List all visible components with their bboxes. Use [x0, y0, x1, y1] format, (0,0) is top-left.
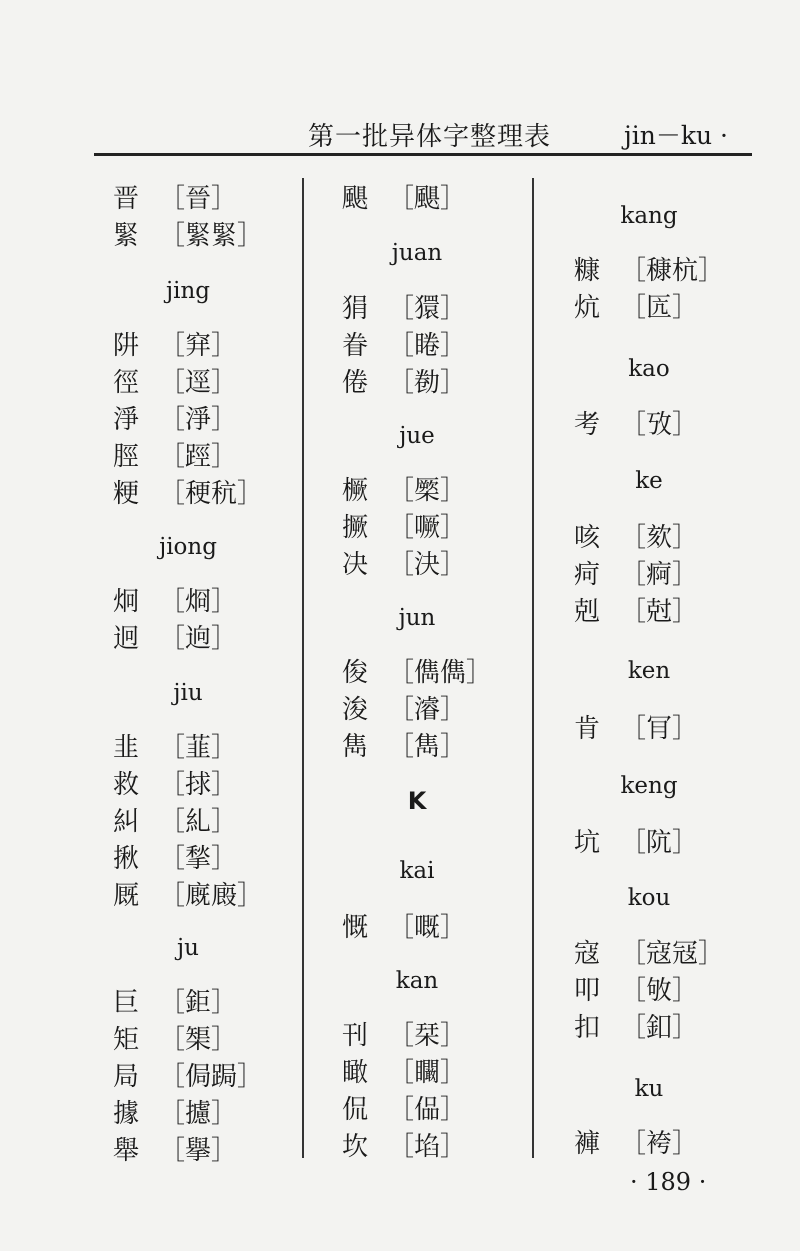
variant-forms: ［雋］: [388, 731, 467, 762]
pinyin-heading: ku: [634, 1076, 664, 1102]
variant-forms: ［逕］: [159, 367, 238, 398]
variant-forms: ［攷］: [620, 409, 699, 440]
entry-row: [113, 215, 263, 251]
entry-row: [574, 404, 698, 440]
headword: 颶: [342, 183, 369, 214]
entry-row: [574, 287, 698, 323]
headword: 浚: [342, 694, 369, 725]
entry-row: [342, 1015, 466, 1051]
variant-forms: ［榘］: [159, 1024, 238, 1055]
headword: 坑: [574, 827, 601, 858]
entry-row: [113, 764, 237, 800]
entry-row: [342, 325, 466, 361]
entry-row: [113, 1130, 237, 1166]
variant-forms: ［儁儁］: [388, 657, 493, 688]
headword: 矩: [113, 1024, 140, 1055]
headword: 瞰: [342, 1057, 369, 1088]
section-letter: K: [407, 787, 427, 815]
headword: 局: [113, 1061, 140, 1092]
headword: 淨: [113, 404, 140, 435]
variant-forms: ［鉅］: [159, 987, 238, 1018]
variant-forms: ［敂］: [620, 975, 699, 1006]
entry-row: [113, 581, 237, 617]
pinyin-heading: juan: [391, 240, 443, 266]
headword: 巨: [113, 987, 140, 1018]
headword: 晋: [113, 183, 140, 214]
headword: 剋: [574, 596, 601, 627]
variant-forms: ［匟］: [620, 292, 699, 323]
pinyin-heading: kang: [620, 203, 678, 229]
entry-row: [342, 907, 466, 943]
headword: 倦: [342, 367, 369, 398]
pinyin-heading: kai: [399, 858, 435, 884]
variant-forms: ［攄］: [159, 1098, 238, 1129]
variant-forms: ［糺］: [159, 806, 238, 837]
headword: 寇: [574, 938, 601, 969]
entry-row: [342, 1126, 466, 1162]
entry-row: [113, 618, 237, 654]
variant-forms: ［烱］: [159, 586, 238, 617]
entry-row: [113, 727, 237, 763]
headword: 刊: [342, 1020, 369, 1051]
entry-row: [113, 399, 237, 435]
headword: 舉: [113, 1135, 140, 1166]
entry-row: [574, 970, 698, 1006]
headword: 侃: [342, 1094, 369, 1125]
column-divider-1: [302, 178, 304, 1158]
variant-forms: ［栞］: [388, 1020, 467, 1051]
entry-row: [574, 517, 698, 553]
variant-forms: ［緊緊］: [159, 220, 264, 251]
headword: 粳: [113, 478, 140, 509]
variant-forms: ［袴］: [620, 1128, 699, 1159]
running-title: 第一批异体字整理表: [308, 122, 552, 152]
headword: 疴: [574, 559, 601, 590]
entry-row: [342, 1052, 466, 1088]
variant-forms: ［濬］: [388, 694, 467, 725]
variant-forms: ［決］: [388, 549, 467, 580]
entry-row: [342, 507, 466, 543]
entry-row: [342, 726, 466, 762]
entry-row: [113, 436, 237, 472]
variant-forms: ［踁］: [159, 441, 238, 472]
page-range: jin－ku ·: [624, 121, 728, 150]
variant-forms: ［肎］: [620, 713, 699, 744]
headword: 眷: [342, 330, 369, 361]
headword: 炕: [574, 292, 601, 323]
page-number: · 189 ·: [630, 1168, 707, 1196]
headword: 糠: [574, 255, 601, 286]
entry-row: [342, 178, 466, 214]
variant-forms: ［淨］: [159, 404, 238, 435]
variant-forms: ［揫］: [159, 843, 238, 874]
entry-row: [574, 708, 698, 744]
variant-forms: ［睠］: [388, 330, 467, 361]
variant-forms: ［釦］: [620, 1012, 699, 1043]
headword: 韭: [113, 732, 140, 763]
headword: 考: [574, 409, 601, 440]
headword: 炯: [113, 586, 140, 617]
variant-forms: ［痾］: [620, 559, 699, 590]
variant-forms: ［嘅］: [388, 912, 467, 943]
pinyin-heading: kao: [628, 356, 670, 382]
variant-forms: ［勌］: [388, 367, 467, 398]
headword: 决: [342, 549, 369, 580]
headword: 據: [113, 1098, 140, 1129]
entry-row: [342, 652, 492, 688]
entry-row: [113, 1056, 263, 1092]
header-rule: [94, 153, 752, 156]
headword: 徑: [113, 367, 140, 398]
variant-forms: ［埳］: [388, 1131, 467, 1162]
pinyin-heading: jue: [399, 423, 435, 449]
headword: 脛: [113, 441, 140, 472]
entry-row: [342, 544, 466, 580]
entry-row: [342, 1089, 466, 1125]
headword: 俊: [342, 657, 369, 688]
pinyin-heading: kou: [627, 885, 671, 911]
variant-forms: ［偘］: [388, 1094, 467, 1125]
entry-row: [113, 1093, 237, 1129]
headword: 橛: [342, 475, 369, 506]
headword: 阱: [113, 330, 140, 361]
headword: 扣: [574, 1012, 601, 1043]
entry-row: [113, 982, 237, 1018]
pinyin-heading: jun: [398, 605, 436, 631]
entry-row: [574, 933, 724, 969]
pinyin-heading: keng: [620, 773, 678, 799]
variant-forms: ［廐廄］: [159, 880, 264, 911]
pinyin-heading: kan: [395, 968, 439, 994]
headword: 慨: [342, 912, 369, 943]
variant-forms: ［颶］: [388, 183, 467, 214]
entry-row: [574, 1007, 698, 1043]
variant-forms: ［捄］: [159, 769, 238, 800]
headword: 咳: [574, 522, 601, 553]
variant-forms: ［噘］: [388, 512, 467, 543]
headword: 雋: [342, 731, 369, 762]
entry-row: [113, 178, 237, 214]
variant-forms: ［獧］: [388, 293, 467, 324]
variant-forms: ［寇冦］: [620, 938, 725, 969]
headword: 迥: [113, 623, 140, 654]
entry-row: [342, 689, 466, 725]
column-divider-2: [532, 178, 534, 1158]
headword: 褲: [574, 1128, 601, 1159]
entry-row: [574, 554, 698, 590]
variant-forms: ［矙］: [388, 1057, 467, 1088]
pinyin-heading: jiu: [173, 680, 203, 706]
headword: 叩: [574, 975, 601, 1006]
variant-forms: ［稉秔］: [159, 478, 264, 509]
entry-row: [113, 875, 263, 911]
pinyin-heading: jing: [165, 278, 211, 304]
pinyin-heading: jiong: [159, 534, 217, 560]
entry-row: [574, 250, 724, 286]
variant-forms: ［尅］: [620, 596, 699, 627]
headword: 糾: [113, 806, 140, 837]
variant-forms: ［橜］: [388, 475, 467, 506]
headword: 狷: [342, 293, 369, 324]
headword: 緊: [113, 220, 140, 251]
entry-row: [342, 288, 466, 324]
entry-row: [113, 801, 237, 837]
pinyin-heading: ke: [635, 468, 663, 494]
variant-forms: ［晉］: [159, 183, 238, 214]
entry-row: [113, 1019, 237, 1055]
variant-forms: ［穅杭］: [620, 255, 725, 286]
variant-forms: ［擧］: [159, 1135, 238, 1166]
headword: 救: [113, 769, 140, 800]
variant-forms: ［侷跼］: [159, 1061, 264, 1092]
headword: 肯: [574, 713, 601, 744]
entry-row: [574, 822, 698, 858]
variant-forms: ［穽］: [159, 330, 238, 361]
variant-forms: ［欬］: [620, 522, 699, 553]
variant-forms: ［逈］: [159, 623, 238, 654]
entry-row: [113, 362, 237, 398]
headword: 厩: [113, 880, 140, 911]
entry-row: [342, 470, 466, 506]
entry-row: [113, 325, 237, 361]
pinyin-heading: ken: [627, 658, 671, 684]
headword: 坎: [342, 1131, 369, 1162]
variant-forms: ［阬］: [620, 827, 699, 858]
entry-row: [342, 362, 466, 398]
entry-row: [574, 591, 698, 627]
variant-forms: ［韮］: [159, 732, 238, 763]
entry-row: [574, 1123, 698, 1159]
headword: 揪: [113, 843, 140, 874]
entry-row: [113, 473, 263, 509]
pinyin-heading: ju: [177, 935, 199, 961]
headword: 撅: [342, 512, 369, 543]
entry-row: [113, 838, 237, 874]
